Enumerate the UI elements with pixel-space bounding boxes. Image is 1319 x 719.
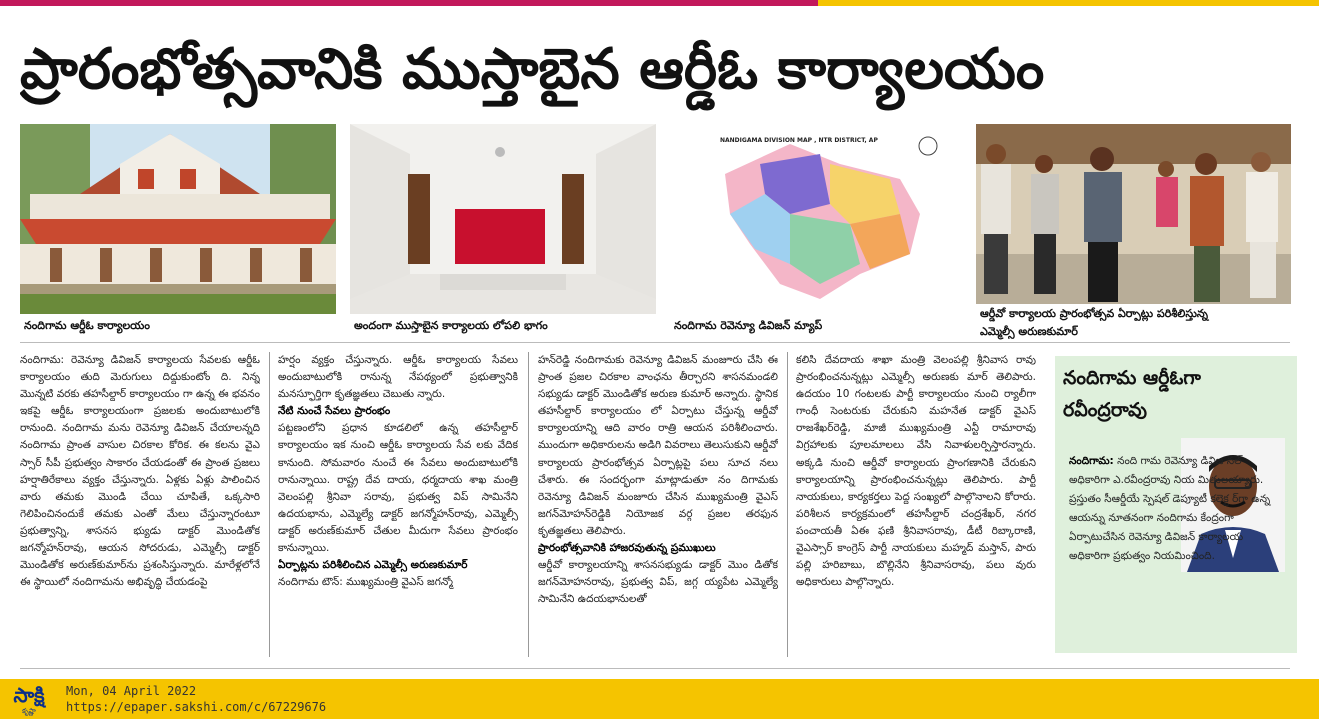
article-text: ఆర్డీవో కార్యాలయాన్ని శాసనసభ్యుడు డాక్టర్ మొం డితోక జగన్‌మోహనరావు, ప్రభుత్వ విప్, జగ్గ య్యపేట ఎమ్మెల్యే సామినేని ఉదయభానులతో [538, 559, 778, 606]
sidebar-box [1055, 356, 1297, 653]
article-text: హర్షం వ్యక్తం చేస్తున్నారు. ఆర్డీఓ కార్యాలయ సేవలు అందుబాటులోకి రానున్న నేపథ్యంలో ప్రభుత్వానికి మనస్ఫూర్తిగా కృతజ్ఞతలు చెబుతు న్నారు. [278, 354, 518, 401]
article-column-2 [278, 352, 518, 657]
headline: ప్రారంభోత్సవానికి ముస్తాబైన ఆర్డీఓ కార్యాలయం [20, 37, 1045, 102]
sidebar-body: నంది గామ రెవెన్యూ డివిజ నల్ అధికారిగా ఎ.రవీంద్రరావు నియ మితులయ్యారు. ప్రస్తుతం సీఆర్డీయే స్పెషల్ డెప్యూటీ కలెక్ట ర్‌గా ఉన్న ఆయన్ను నూతనంగా నందిగామ కేంద్రంగా ఏర్పాటుచేసిన రెవెన్యూ డివిజన్ కార్యాలయ అధికారిగా ప్రభుత్వం నియమించింది. [1069, 455, 1271, 562]
article-column-1 [20, 352, 260, 657]
photo-division-map [670, 124, 962, 314]
sidebar-title: నందిగామ ఆర్డీఓగా రవీంద్రరావు [1063, 367, 1201, 421]
column-rule [787, 352, 788, 657]
photo-mlc-inspection [976, 124, 1291, 304]
divider-under-photos [20, 342, 1290, 343]
column-rule [269, 352, 270, 657]
sakshi-logo [4, 683, 54, 717]
map-title: NANDIGAMA DIVISION MAP , NTR DISTRICT, AP [720, 137, 878, 144]
logo-text: సాక్షి [13, 683, 45, 707]
footer-url[interactable]: https://epaper.sakshi.com/c/67229676 [66, 700, 327, 714]
article-column-3 [538, 352, 778, 657]
article-text: కలిసి దేవదాయ శాఖా మంత్రి వెలంపల్లి శ్రీనివాస రావు ప్రారంభించనున్నట్లు ఎమ్మెల్సీ అరుణకు మార్ తెలిపారు. ఉదయం 10 గంటలకు పార్టీ కార్యాలయం నుంచి ర్యాలీగా గాంధీ సెంటరుకు చేరుకుని మహనేత డాక్టర్ వైఎస్ రాజశేఖర్‌రెడ్డి, మాజీ ముఖ్యమంత్రి ఎన్టీ రామారావు విగ్రహాలకు పూలమాలలు వేసి నివాళులర్పిస్తారన్నారు. అక్కడి నుంచి ఆర్డీవో కార్యాలయ ప్రాంగణానికి చేరుకుని కార్యాలయాన్ని ప్రారంభించనున్నట్లు తెలిపారు. పార్టీ నాయకులు, కార్యకర్తలు పెద్ద సంఖ్యలో పాల్గొనాలని కోరారు. పరిశీలన కార్యక్రమంలో తహసీల్దార్ చంద్రశేఖర్, నగర పంచాయతీ ఏఈ ఫణి శ్రీనివాసరావు, డీటీ రిబ్కారాణి, వైఎస్సార్ కాంగ్రెస్ పార్టీ నాయకులు మహ్మద్ మస్తాన్, పారు పల్లి హరిబాబు, బొల్లినేని శ్రీనివాసరావు, పలు వురు అధికారులు పాల్గొన్నారు. [796, 354, 1036, 589]
footer-date: Mon, 04 April 2022 [66, 684, 197, 698]
subheading: నేటి నుంచే సేవలు ప్రారంభం [278, 405, 391, 418]
sidebar-dateline: నందిగామ: [1069, 455, 1114, 467]
subheading: ఏర్పాట్లను పరిశీలించిన ఎమ్మెల్సీ అరుణకుమార్ [278, 559, 468, 572]
article-text: హన్‌రెడ్డి నందిగామకు రెవెన్యూ డివిజన్ మంజూరు చేసి ఈ ప్రాంత ప్రజల చిరకాల వాంఛను తీర్చారని శాసనమండలి సభ్యుడు డాక్టర్ మొండితోక అరుణ కుమార్ అన్నారు. స్థానిక తహసీల్దార్ కార్యాలయం లో ఏర్పాటు చేస్తున్న ఆర్డీవో కార్యాలయాన్ని ఆది వారం రాత్రి ఆయన పరిశీలించారు. ముందుగా అధికారులను అడిగి వివరాలు తెలుసుకుని ఆర్డీవో కార్యాలయ ప్రారంభోత్సవ ఏర్పాట్లపై పలు సూచ నలు చేశారు. ఈ సందర్భంగా మాట్లాడుతూ నం దిగామకు రెవెన్యూ డివిజన్ మంజూరు చేసిన ముఖ్యమంత్రి వైఎస్ జగన్‌మోహన్‌రెడ్డికి నియోజక వర్గ ప్రజల తరఫున కృతజ్ఞతలు తెలిపారు. [538, 354, 778, 537]
article-column-4 [796, 352, 1036, 657]
logo-edition: కృష్ణా [22, 707, 36, 715]
column-rule [528, 352, 529, 657]
photo-rdo-office [20, 124, 336, 314]
article-text: నందిగామ: రెవెన్యూ డివిజన్ కార్యాలయ సేవలకు ఆర్డీఓ కార్యాలయం తుది మెరుగులు దిద్దుకుంటోం ది. నిన్న మొన్నటి వరకు తహసీల్దార్ కార్యాలయం గా ఉన్న ఈ భవనం ఇకపై ఆర్డీఓ కార్యాలయంగా ప్రజలకు అందుబాటులోకి రానుంది. నందిగామ మను రెవెన్యూ డివిజన్ చేయాలన్నది నందిగామ ప్రాంత వాసుల చిరకాల కోరిక. ఈ కలను వైఎ స్సార్ సీపీ ప్రభుత్వం సాకారం చేయడంతో ఈ ప్రాంత ప్రజలు హర్షాతిరేకాలు వ్యక్తం చేస్తున్నారు. ఏళ్లకు ఏళ్లు పాలించిన వారు తమకు మొండి చేయి చూపితే, ఒక్కసారి గెలిపించినందుకే తమకు ఎంతో మేలు చేస్తున్నారంటూ ప్రభుత్వాన్ని, శాసనస భ్యుడు డాక్టర్ మొండితోక జగన్మోహన్‌రావు, ఆయన సోదరుడు, ఎమ్మెల్సీ డాక్టర్ మొండితోక అరుణ్‌కుమార్‌ను ప్రశంసిస్తున్నారు. మారేళ్లలోనే ఈ స్థాయిలో నందిగామను అభివృద్ధి చేయడంపై [20, 354, 260, 589]
sidebar-text [1069, 452, 1285, 566]
caption-mlc-inspection-1: ఆర్డీవో కార్యాలయ ప్రారంభోత్సవ ఏర్పాట్లు పరిశీలిస్తున్న [980, 307, 1208, 320]
article-text: పట్టణంలోని ప్రధాన కూడలిలో ఉన్న తహసీల్దార్ కార్యాలయం ఇక నుంచి ఆర్డీఓ కార్యాలయ సేవ లకు వేదిక కానుంది. సోమవారం నుంచే ఈ సేవలు అందుబాటులోకి రానున్నాయి. రాష్ట్ర దేవ దాయ, ధర్మదాయ శాఖ మంత్రి వెలంపల్లి శ్రీనివా సరావు, ప్రభుత్వ విప్ సామినేని ఉదయభాను, ఎమ్మెల్యే డాక్టర్ జగన్మోహన్‌రావు, ఎమ్మెల్సీ డాక్టర్ అరుణ్‌కుమార్ చేతుల మీదుగా సేవలు ప్రారంభం కానున్నాయి. [278, 422, 518, 555]
article-text: నందిగామ టౌన్: ముఖ్యమంత్రి వైఎస్ జగన్మో [278, 576, 453, 589]
subheading: ప్రారంభోత్సవానికి హాజరవుతున్న ప్రముఖులు [538, 542, 716, 555]
caption-rdo-office: నందిగామ ఆర్డీఓ కార్యాలయం [24, 319, 150, 332]
caption-office-interior: అందంగా ముస్తాబైన కార్యాలయ లోపలి భాగం [354, 319, 548, 332]
photo-office-interior [350, 124, 656, 314]
top-color-bar [0, 0, 1319, 6]
caption-mlc-inspection-2: ఎమ్మెల్సీ అరుణకుమార్ [980, 325, 1078, 338]
caption-division-map: నందిగామ రెవెన్యూ డివిజన్ మ్యాప్ [674, 319, 823, 332]
divider-above-footer [20, 668, 1290, 669]
